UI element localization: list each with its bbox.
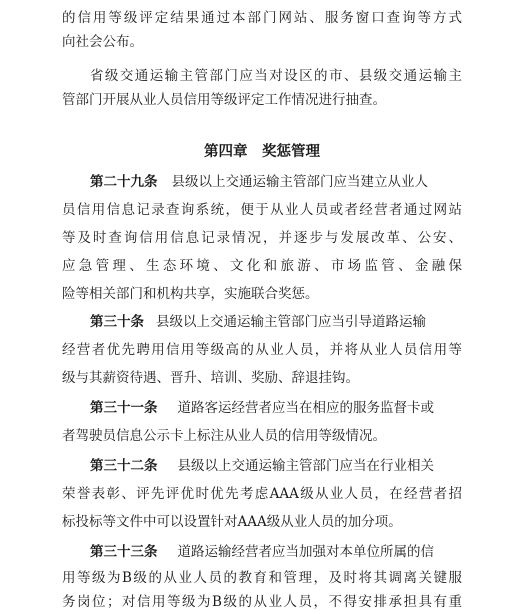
article-label: 第三十二条 xyxy=(90,458,158,474)
paragraph-line: 员信用信息记录查询系统，便于从业人员或者经营者通过网站 xyxy=(62,202,462,218)
paragraph-line: 险等相关部门和机构共享，实施联合奖惩。 xyxy=(62,286,319,302)
article-text: 县级以上交通运输主管部门应当在行业相关 xyxy=(177,458,434,474)
article-text: 县级以上交通运输主管部门应当引导道路运输 xyxy=(156,314,426,330)
article-text: 道路运输经营者应当加强对本单位所属的信 xyxy=(177,544,434,560)
article-label: 第三十条 xyxy=(90,314,144,330)
paragraph-line: 级与其薪资待遇、晋升、培训、奖励、辞退挂钩。 xyxy=(62,370,359,386)
paragraph-line: 向社会公布。 xyxy=(62,34,143,50)
article-label: 第三十三条 xyxy=(90,544,158,560)
paragraph-line: 标投标等文件中可以设置针对AAA级从业人员的加分项。 xyxy=(62,514,402,530)
article-text: 道路客运经营者应当在相应的服务监督卡或 xyxy=(177,400,434,416)
paragraph-line: 者驾驶员信息公示卡上标注从业人员的信用等级情况。 xyxy=(62,428,386,444)
paragraph-line: 务岗位；对信用等级为B级的从业人员，不得安排承担具有重 xyxy=(62,594,462,610)
article-first-line xyxy=(90,540,462,564)
chapter-title: 第四章 奖惩管理 xyxy=(204,144,320,160)
article-label: 第三十一条 xyxy=(90,400,158,416)
article-text: 县级以上交通运输主管部门应当建立从业人 xyxy=(171,174,428,190)
paragraph-line: 用等级为B级的从业人员的教育和管理，及时将其调离关键服 xyxy=(62,570,462,586)
article-first-line xyxy=(90,310,462,334)
paragraph-line: 应急管理、生态环境、文化和旅游、市场监管、金融保 xyxy=(62,258,462,274)
article-first-line xyxy=(90,170,462,194)
paragraph-line: 荣誉表彰、评先评优时优先考虑AAA级从业人员，在经营者招 xyxy=(62,486,462,502)
article-first-line xyxy=(90,454,462,478)
paragraph-line: 省级交通运输主管部门应当对设区的市、县级交通运输主 xyxy=(90,68,462,84)
article-first-line xyxy=(90,396,462,420)
paragraph-line: 管部门开展从业人员信用等级评定工作情况进行抽查。 xyxy=(62,92,386,108)
article-label: 第二十九条 xyxy=(90,174,158,190)
paragraph-line: 经营者优先聘用信用等级高的从业人员，并将从业人员信用等 xyxy=(62,342,462,358)
paragraph-line: 的信用等级评定结果通过本部门网站、服务窗口查询等方式 xyxy=(62,10,462,26)
paragraph-line: 等及时查询信用信息记录情况，并逐步与发展改革、公安、 xyxy=(62,230,462,246)
